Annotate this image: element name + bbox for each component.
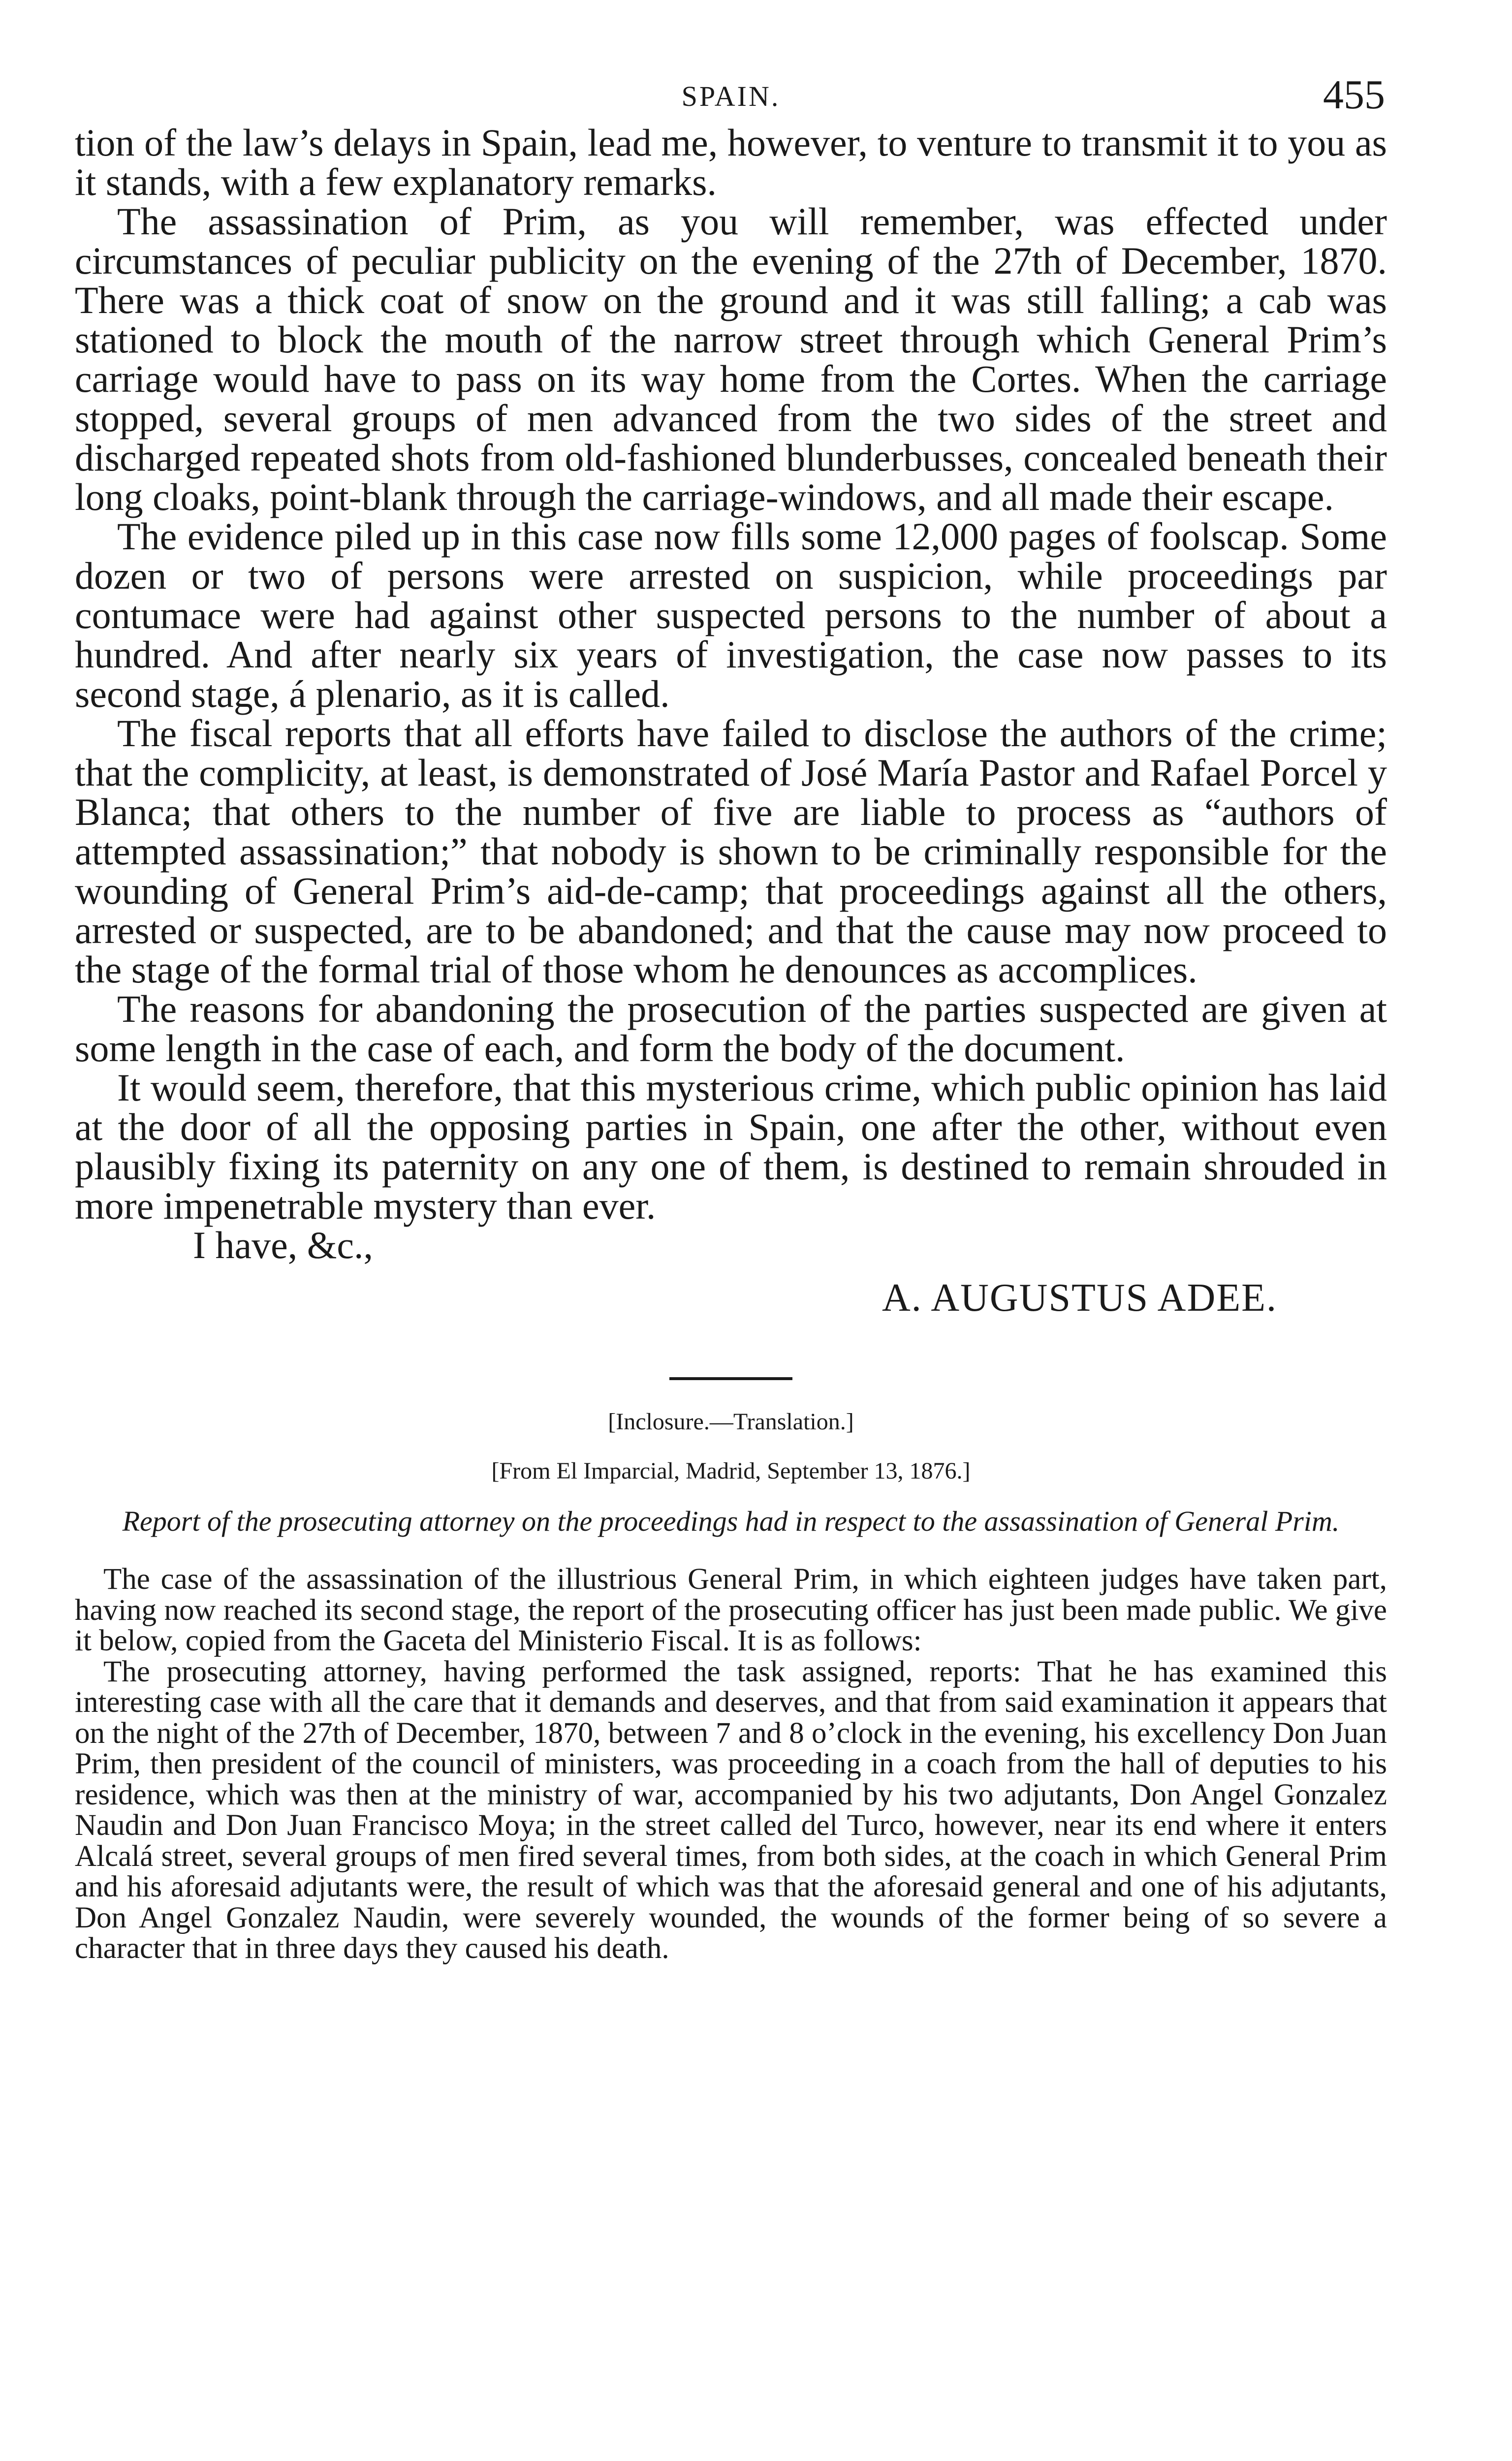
letter-paragraph: The evidence piled up in this case now fills some 12,000 pages of foolscap. Some dozen or two of persons were arrested on suspicion, while proceedings par contumace were had against other suspected persons to the number of about a hundred. And after nearly six years of investigation, the case now passes to its second stage, á plenario, as it is called. [75, 515, 1387, 715]
section-divider [669, 1377, 792, 1380]
page-number: 455 [1323, 72, 1385, 118]
report-paragraph: The prosecuting attorney, having performed the task assigned, reports: That he has examined this interesting case with all the care that it demands and deserves, and that from said examination it appears that on the night of the 27th of December, 1870, between 7 and 8 o’clock in the evening, his excellency Don Juan Prim, then president of the council of ministers, was proceeding in a coach from the hall of deputies to his residence, which was then at the ministry of war, accompanied by his two adjutants, Don Angel Gonzalez Naudin and Don Juan Francisco Moya; in the street called del Turco, however, near its end where it enters Alcalá street, several groups of men fired several times, from both sides, at the coach in which General Prim and his aforesaid adjutants were, the result of which was that the aforesaid general and one of his adjutants, Don Angel Gonzalez Naudin, were severely wounded, the wounds of the former being of so severe a character that in three days they caused his death. [75, 1655, 1387, 1965]
letter-paragraph: It would seem, therefore, that this mysterious crime, which public opinion has laid at the door of all the opposing parties in Spain, one after the other, without even plausibly fixing its paternity on any one of them, is destined to remain shrouded in more impenetrable mystery than ever. [75, 1066, 1387, 1227]
letter-body [75, 123, 1387, 1226]
letter-paragraph: The reasons for abandoning the prosecution of the parties suspected are given at some length in the case of each, and form the body of the document. [75, 987, 1387, 1070]
letter-paragraph: tion of the law’s delays in Spain, lead me, however, to venture to transmit it to you as it stands, with a few explanatory remarks. [75, 121, 1387, 203]
enclosure-label: [Inclosure.—Translation.] [608, 1409, 854, 1435]
report-body [75, 1564, 1387, 1964]
letter-signature: A. AUGUSTUS ADEE. [882, 1276, 1277, 1320]
running-title: SPAIN. [681, 80, 781, 112]
report-title: Report of the prosecuting attorney on the proceedings had in respect to the assassination of General Prim. [122, 1505, 1340, 1537]
running-header [75, 69, 1387, 123]
letter-paragraph: The assassination of Prim, as you will remember, was effected under circumstances of peculiar publicity on the evening of the 27th of December, 1870. There was a thick coat of snow on the ground and it was still falling; a cab was stationed to block the mouth of the narrow street through which General Prim’s carriage would have to pass on its way home from the Cortes. When the carriage stopped, several groups of men advanced from the two sides of the street and discharged repeated shots from old-fashioned blunderbusses, concealed beneath their long cloaks, point-blank through the carriage-windows, and all made their escape. [75, 200, 1387, 518]
letter-paragraph: The fiscal reports that all efforts have failed to disclose the authors of the crime; that the complicity, at least, is demonstrated of José María Pastor and Rafael Porcel y Blanca; that others to the number of five are liable to process as “authors of attempted assassination;” that nobody is shown to be criminally responsible for the wounding of General Prim’s aid-de-camp; that proceedings against all the others, arrested or suspected, are to be abandoned; and that the cause may now proceed to the stage of the formal trial of those whom he denounces as accomplices. [75, 712, 1387, 991]
document-page [75, 69, 1387, 1964]
enclosure-source: [From El Imparcial, Madrid, September 13, 1876.] [491, 1458, 971, 1484]
letter-closing: I have, &c., [193, 1224, 374, 1266]
report-paragraph: The case of the assassination of the illustrious General Prim, in which eighteen judges have taken part, having now reached its second stage, the report of the prosecuting officer has just been made public. We give it below, copied from the Gaceta del Ministerio Fiscal. It is as follows: [75, 1563, 1387, 1657]
